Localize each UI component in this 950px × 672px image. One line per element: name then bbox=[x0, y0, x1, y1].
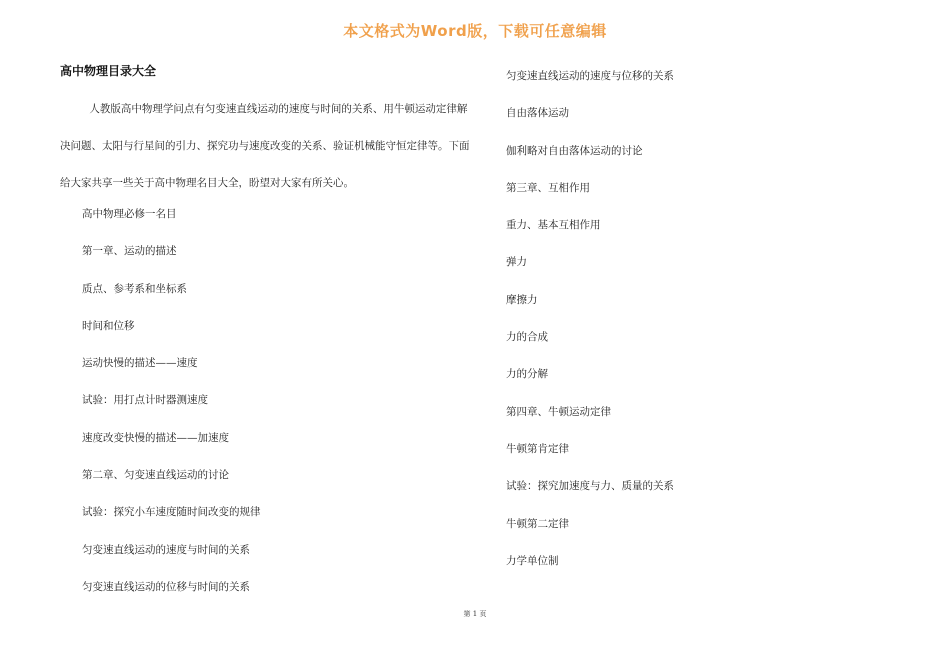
right-column-list bbox=[506, 68, 674, 590]
list-item: 重力、基本互相作用 bbox=[506, 219, 601, 232]
list-item: 匀变速直线运动的位移与时间的关系 bbox=[82, 580, 250, 593]
word-format-banner: 本文格式为Word版，下载可任意编辑 bbox=[343, 22, 607, 40]
list-item: 试验：探究加速度与力、质量的关系 bbox=[506, 480, 674, 493]
list-item: 第四章、牛顿运动定律 bbox=[506, 405, 611, 418]
list-item: 伽利略对自由落体运动的讨论 bbox=[506, 144, 643, 157]
list-item: 高中物理必修一名目 bbox=[82, 208, 177, 220]
list-item: 自由落体运动 bbox=[506, 107, 569, 120]
left-column-list bbox=[82, 206, 261, 616]
list-item: 质点、参考系和坐标系 bbox=[82, 282, 187, 295]
list-item: 第三章、互相作用 bbox=[506, 181, 590, 194]
page-number: 第 1 页 bbox=[463, 610, 487, 618]
list-item: 摩擦力 bbox=[506, 293, 538, 306]
list-item: 试验：探究小车速度随时间改变的规律 bbox=[82, 506, 261, 519]
list-item: 力的分解 bbox=[506, 368, 548, 381]
list-item: 试验：用打点计时器测速度 bbox=[82, 394, 208, 407]
list-item: 速度改变快慢的描述——加速度 bbox=[82, 431, 229, 444]
list-item: 运动快慢的描述——速度 bbox=[82, 357, 198, 370]
list-item: 时间和位移 bbox=[82, 319, 135, 332]
list-item: 力的合成 bbox=[506, 331, 548, 344]
list-item: 力学单位制 bbox=[506, 554, 559, 567]
list-item: 第二章、匀变速直线运动的讨论 bbox=[82, 469, 229, 482]
list-item: 第一章、运动的描述 bbox=[82, 245, 177, 258]
document-title: 高中物理目录大全 bbox=[60, 64, 157, 78]
list-item: 牛顿第肯定律 bbox=[506, 442, 569, 455]
list-item: 匀变速直线运动的速度与时间的关系 bbox=[82, 543, 250, 556]
list-item: 牛顿第二定律 bbox=[506, 517, 569, 530]
intro-paragraph: 人教版高中物理学问点有匀变速直线运动的速度与时间的关系、用牛顿运动定律解决问题、太阳与行星间的引力、探究功与速度改变的关系、验证机械能守恒定律等。下面给大家共享一些关于高中物理名目大全，盼望对大家有所关心。 bbox=[60, 103, 470, 189]
list-item: 弹力 bbox=[506, 256, 527, 269]
list-item: 匀变速直线运动的速度与位移的关系 bbox=[506, 70, 674, 82]
